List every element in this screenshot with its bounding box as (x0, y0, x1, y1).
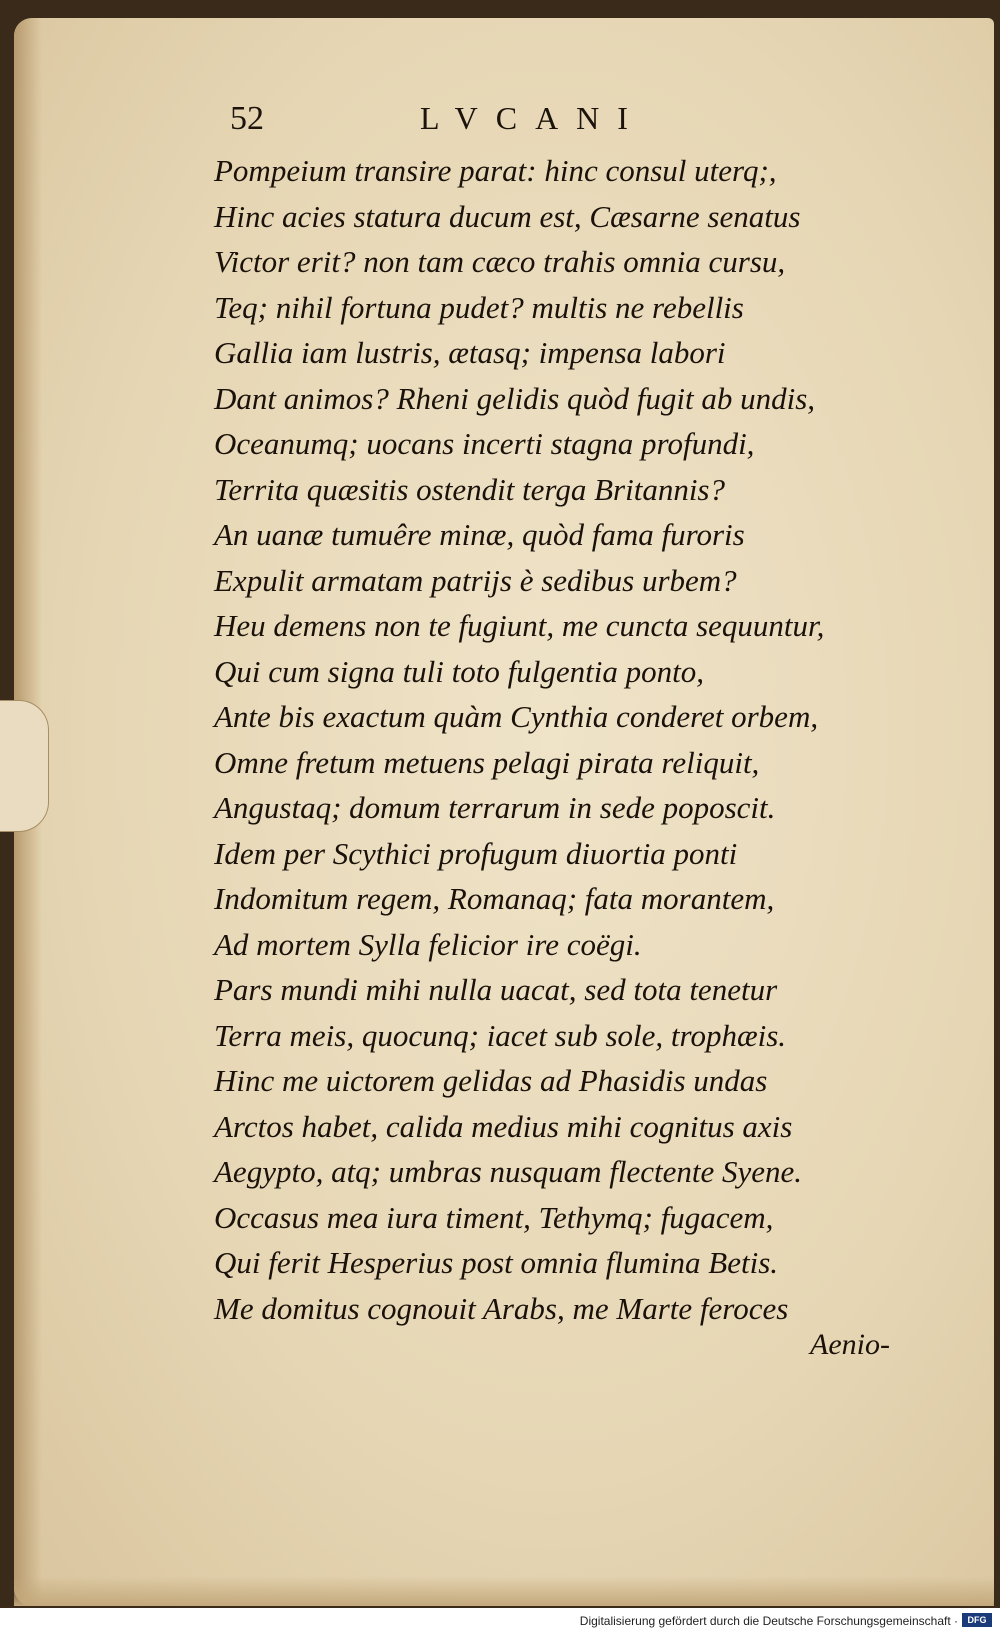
page-header (230, 100, 730, 140)
verse-line: Oceanumq; uocans incerti stagna profundi, (214, 426, 755, 461)
verse-line: Victor erit? non tam cæco trahis omnia cursu, (214, 244, 786, 279)
catchword: Aenio- (810, 1328, 890, 1361)
verse-line: Angustaq; domum terrarum in sede poposcit. (214, 790, 776, 825)
verse-line: Teq; nihil fortuna pudet? multis ne rebellis (214, 289, 744, 325)
verse-line: Occasus mea iura timent, Tethymq; fugacem, (214, 1199, 774, 1235)
page-number: 52 (230, 100, 264, 137)
verse-line: Terra meis, quocunq; iacet sub sole, trophæis. (214, 1017, 787, 1053)
verse-line: Heu demens non te fugiunt, me cuncta sequuntur, (214, 608, 825, 643)
verse-line: Hinc acies statura ducum est, Cæsarne senatus (214, 198, 801, 234)
verse-line: An uanæ tumuêre minæ, quòd fama furoris (214, 517, 745, 552)
verse-line: Indomitum regem, Romanaq; fata morantem, (214, 881, 775, 916)
page-tab-marker (0, 700, 49, 832)
verse-line: Ad mortem Sylla felicior ire coëgi. (214, 926, 642, 962)
verse-line: Expulit armatam patrijs è sedibus urbem? (214, 562, 737, 598)
verse-line: Pars mundi mihi nulla uacat, sed tota tenetur (214, 972, 778, 1007)
verse-line: Hinc me uictorem gelidas ad Phasidis undas (214, 1063, 768, 1098)
verse-line: Qui ferit Hesperius post omnia flumina Betis. (214, 1245, 779, 1280)
verse-line: Territa quæsitis ostendit terga Britannis? (214, 471, 726, 507)
verse-line: Aegypto, atq; umbras nusquam flectente Syene. (214, 1154, 802, 1189)
verse-line: Me domitus cognouit Arabs, me Marte feroces (214, 1290, 789, 1326)
verse-line: Dant animos? Rheni gelidis quòd fugit ab undis, (214, 380, 816, 416)
dfg-logo: DFG (962, 1613, 992, 1627)
running-head: LVCANI (420, 100, 646, 136)
page-bottom-shadow (14, 1576, 994, 1606)
verse-line: Idem per Scythici profugum diuortia ponti (214, 835, 738, 871)
verse-line: Qui cum signa tuli toto fulgentia ponto, (214, 653, 704, 689)
funding-credit: Digitalisierung gefördert durch die Deutsche Forschungsgemeinschaft · (579, 1614, 958, 1628)
verse-line: Arctos habet, calida medius mihi cognitus axis (214, 1108, 793, 1144)
verse-line: Omne fretum metuens pelagi pirata reliquit, (214, 744, 760, 780)
verse-line: Pompeium transire parat: hinc consul uterq;, (214, 153, 777, 188)
verse-line: Ante bis exactum quàm Cynthia conderet orbem, (214, 699, 819, 734)
digitization-footer (0, 1608, 1000, 1632)
verse-text-block (214, 148, 894, 1331)
verse-line: Gallia iam lustris, ætasq; impensa labori (214, 335, 726, 370)
